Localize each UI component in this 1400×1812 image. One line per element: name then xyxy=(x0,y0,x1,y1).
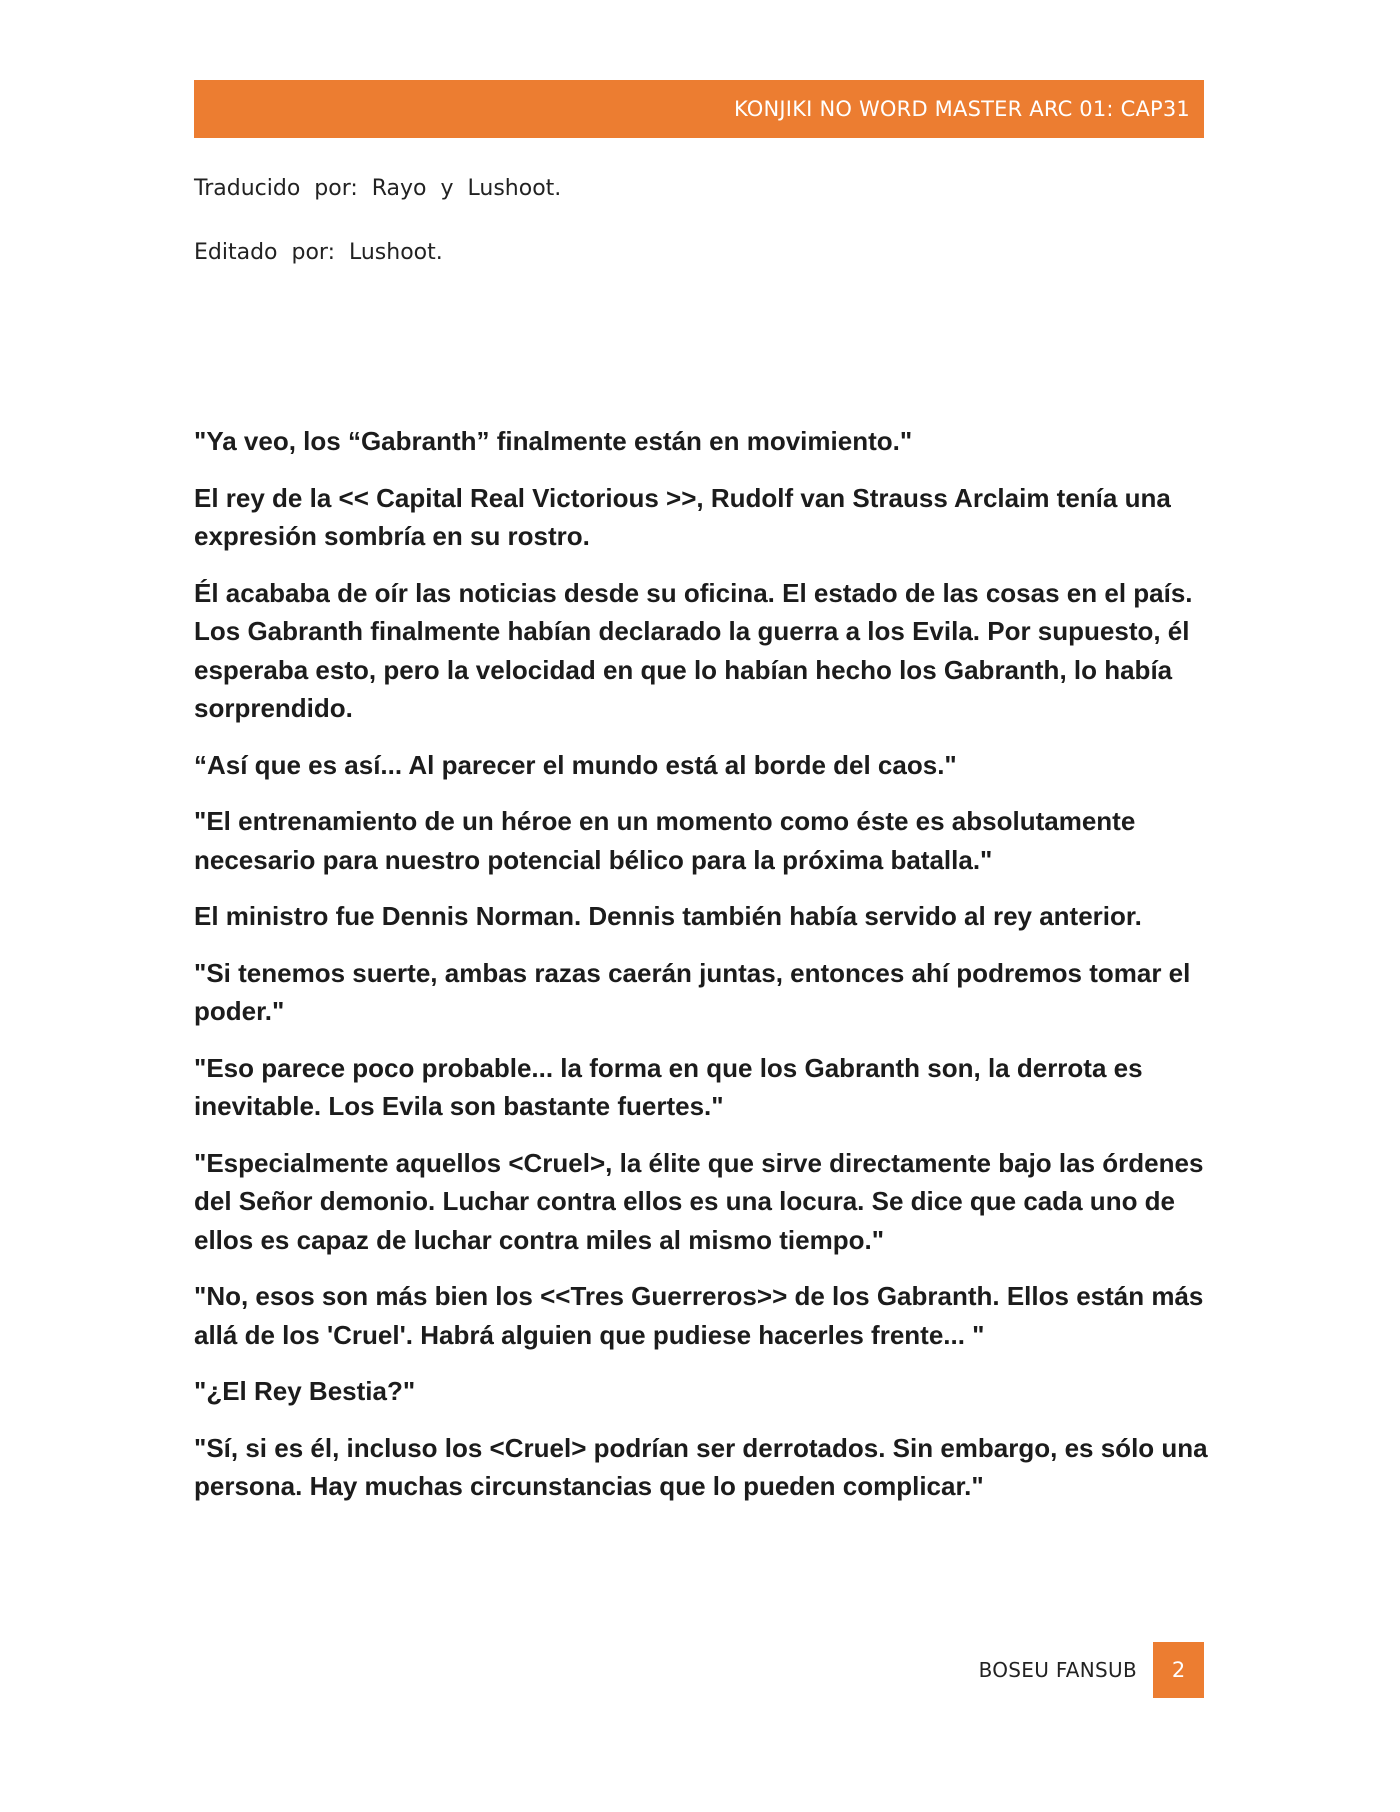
paragraph: "Ya veo, los “Gabranth” finalmente están en movimiento." xyxy=(194,426,913,456)
paragraph: "El entrenamiento de un héroe en un momento como éste es absolutamente necesario para nuestro potencial bélico para la próxima batalla." xyxy=(194,806,1136,875)
page-number-box xyxy=(1153,1642,1204,1698)
credits-block xyxy=(194,172,1204,300)
paragraph: "Sí, si es él, incluso los <Cruel> podrían ser derrotados. Sin embargo, es sólo una persona. Hay muchas circunstancias que lo pueden complicar." xyxy=(194,1432,1208,1501)
editor-credit: Editado por: Lushoot. xyxy=(194,240,443,265)
page-footer xyxy=(194,1642,1204,1698)
chapter-title: KONJIKI NO WORD MASTER ARC 01: CAP31 xyxy=(733,97,1190,121)
paragraph: El ministro fue Dennis Norman. Dennis también había servido al rey anterior. xyxy=(194,901,1142,931)
page-number: 2 xyxy=(1171,1658,1186,1682)
paragraph: El rey de la << Capital Real Victorious >>, Rudolf van Strauss Arclaim tenía una expresión sombría en su rostro. xyxy=(194,482,1171,551)
paragraph: "Especialmente aquellos <Cruel>, la élite que sirve directamente bajo las órdenes del Señor demonio. Luchar contra ellos es una locura. Se dice que cada uno de ellos es capaz de luchar contra miles al mismo tiempo." xyxy=(194,1147,1204,1255)
paragraph: "Si tenemos suerte, ambas razas caerán juntas, entonces ahí podremos tomar el poder." xyxy=(194,957,1191,1026)
paragraph: “Así que es así... Al parecer el mundo está al borde del caos." xyxy=(194,749,957,780)
translator-credit: Traducido por: Rayo y Lushoot. xyxy=(194,176,562,201)
header-bar xyxy=(194,80,1204,138)
paragraph: Él acababa de oír las noticias desde su oficina. El estado de las cosas en el país. Los Gabranth finalmente habían declarado la guerra a los Evila. Por supuesto, él esperaba esto, pero la velocidad en que lo habían hecho los Gabranth, lo había sorprendido. xyxy=(194,577,1193,723)
chapter-body xyxy=(194,422,1210,1524)
paragraph: "¿El Rey Bestia?" xyxy=(194,1376,416,1406)
paragraph: "Eso parece poco probable... la forma en que los Gabranth son, la derrota es inevitable. Los Evila son bastante fuertes." xyxy=(194,1052,1143,1121)
paragraph: "No, esos son más bien los <<Tres Guerreros>> de los Gabranth. Ellos están más allá de los 'Cruel'. Habrá alguien que pudiese hacerles frente... " xyxy=(194,1281,1204,1350)
footer-label: BOSEU FANSUB xyxy=(978,1658,1137,1682)
